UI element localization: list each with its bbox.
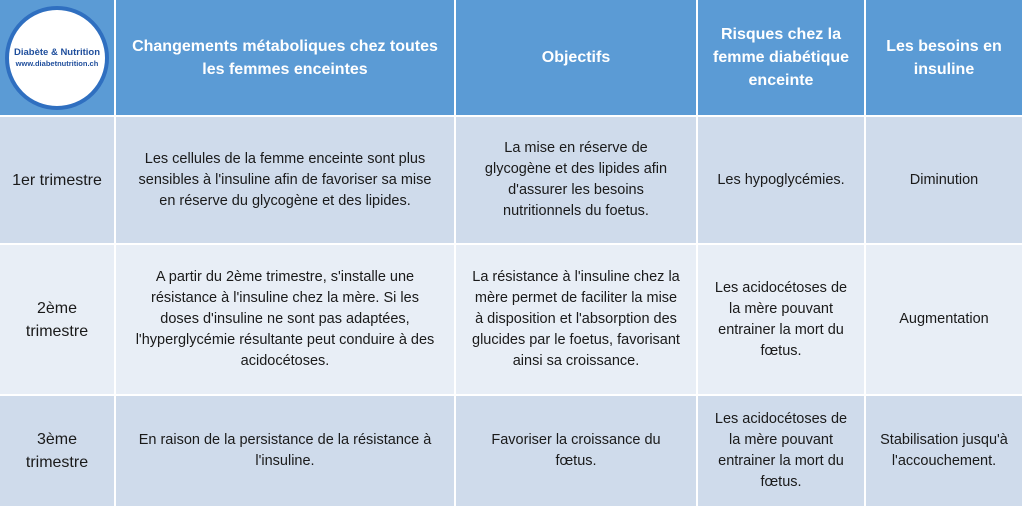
row-label-trimester-2: 2ème trimestre	[0, 245, 116, 396]
cell-risk-trimester-3: Les acidocétoses de la mère pouvant entrainer la mort du fœtus.	[698, 396, 866, 508]
cell-changes-trimester-2: A partir du 2ème trimestre, s'installe une résistance à l'insuline chez la mère. Si les doses d'insuline ne sont pas adaptées, l'hyperglycémie résultante peut conduire à des acidocétoses.	[116, 245, 456, 396]
cell-insulin-trimester-3: Stabilisation jusqu'à l'accouchement.	[866, 396, 1024, 508]
cell-objective-trimester-1: La mise en réserve de glycogène et des lipides afin d'assurer les besoins nutritionnels du foetus.	[456, 117, 698, 245]
row-label-trimester-1: 1er trimestre	[0, 117, 116, 245]
header-risks: Risques chez la femme diabétique enceinte	[698, 0, 866, 117]
cell-changes-trimester-3: En raison de la persistance de la résistance à l'insuline.	[116, 396, 456, 508]
header-insulin-needs: Les besoins en insuline	[866, 0, 1024, 117]
logo-url: www.diabetnutrition.ch	[15, 58, 99, 68]
cell-risk-trimester-1: Les hypoglycémies.	[698, 117, 866, 245]
row-label-trimester-3: 3ème trimestre	[0, 396, 116, 508]
cell-insulin-trimester-1: Diminution	[866, 117, 1024, 245]
header-metabolic-changes: Changements métaboliques chez toutes les femmes enceintes	[116, 0, 456, 117]
logo-cell	[0, 0, 116, 117]
cell-changes-trimester-1: Les cellules de la femme enceinte sont plus sensibles à l'insuline afin de favoriser sa mise en réserve du glycogène et des lipides.	[116, 117, 456, 245]
cell-objective-trimester-3: Favoriser la croissance du fœtus.	[456, 396, 698, 508]
cell-risk-trimester-2: Les acidocétoses de la mère pouvant entrainer la mort du fœtus.	[698, 245, 866, 396]
cell-objective-trimester-2: La résistance à l'insuline chez la mère permet de faciliter la mise à disposition et l'absorption des glucides par le foetus, favorisant ainsi sa croissance.	[456, 245, 698, 396]
diabete-nutrition-logo	[5, 6, 109, 110]
header-objectives: Objectifs	[456, 0, 698, 117]
logo-title: Diabète & Nutrition	[13, 46, 101, 58]
cell-insulin-trimester-2: Augmentation	[866, 245, 1024, 396]
